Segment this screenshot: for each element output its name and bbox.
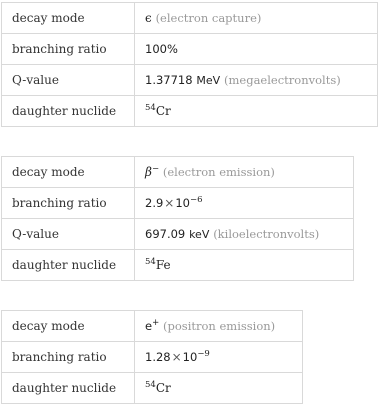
decay-mode-label: decay mode (2, 157, 135, 188)
table-row (2, 157, 354, 188)
decay-symbol: e+ (145, 318, 160, 333)
daughter-nuclide-label: daughter nuclide (2, 96, 135, 127)
mass-number: 54 (145, 103, 156, 113)
branching-ratio-value: $1.28\times 10^{-9}$ (135, 342, 303, 373)
element-symbol: Cr (155, 381, 171, 395)
q-value-label: Q-value (2, 219, 135, 250)
decay-mode-value (135, 157, 354, 188)
branching-ratio-label: branching ratio (2, 188, 135, 219)
decay-mode-note: (electron emission) (162, 165, 275, 179)
table-row (2, 96, 378, 127)
table-row (2, 311, 303, 342)
table-row (2, 250, 354, 281)
decay-table-electron-capture (1, 2, 378, 127)
decay-table-positron-emission (1, 310, 303, 404)
daughter-nuclide-value (135, 250, 354, 281)
q-value-note: (kiloelectronvolts) (213, 227, 320, 241)
mass-number: 54 (145, 380, 156, 390)
q-value-unit: MeV (196, 74, 221, 87)
daughter-nuclide-label: daughter nuclide (2, 373, 135, 404)
element-symbol: Fe (155, 258, 171, 272)
daughter-nuclide-label: daughter nuclide (2, 250, 135, 281)
decay-mode-note: (positron emission) (163, 319, 276, 333)
table-row (2, 342, 303, 373)
daughter-nuclide-value (135, 96, 378, 127)
branching-ratio-value: $2.9\times 10^{-6}$ (135, 188, 354, 219)
decay-mode-value (135, 311, 303, 342)
daughter-nuclide-value (135, 373, 303, 404)
q-value-value (135, 219, 354, 250)
decay-symbol: ϵ (145, 11, 152, 25)
decay-symbol: β− (145, 164, 160, 179)
table-row (2, 219, 354, 250)
branching-ratio-label: branching ratio (2, 342, 135, 373)
element-symbol: Cr (155, 104, 171, 118)
table-row (2, 373, 303, 404)
table-row (2, 65, 378, 96)
decay-mode-note: (electron capture) (155, 11, 262, 25)
decay-mode-label: decay mode (2, 3, 135, 34)
q-value-unit: keV (189, 228, 210, 241)
mass-number: 54 (145, 257, 156, 267)
q-value-note: (megaelectronvolts) (224, 73, 341, 87)
branching-ratio-label: branching ratio (2, 34, 135, 65)
table-row (2, 188, 354, 219)
table-row (2, 3, 378, 34)
decay-mode-value (135, 3, 378, 34)
decay-mode-label: decay mode (2, 311, 135, 342)
decay-table-electron-emission (1, 156, 354, 281)
q-value-number: 697.09 (145, 227, 186, 241)
q-value-number: 1.37718 (145, 73, 193, 87)
table-row (2, 34, 378, 65)
q-value-value (135, 65, 378, 96)
q-value-label: Q-value (2, 65, 135, 96)
branching-ratio-value: 100% (135, 34, 378, 65)
